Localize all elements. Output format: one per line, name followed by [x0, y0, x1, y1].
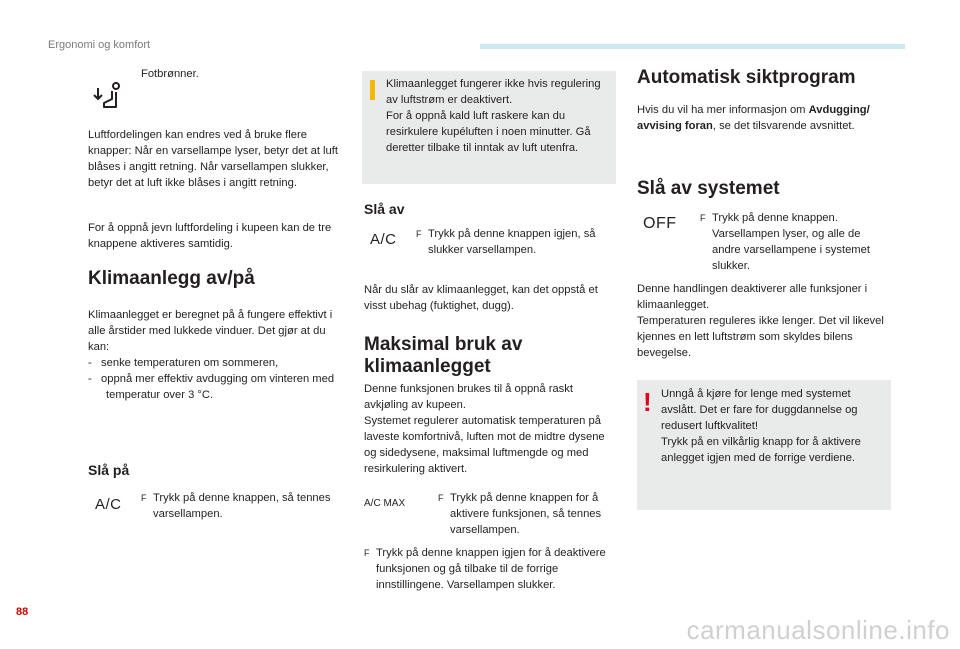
ac-max-button[interactable]: A/C MAX — [364, 498, 406, 509]
warning-text: Unngå å kjøre for lenge med systemet avslått. Det er fare for duggdannelse og redusert luftkvalitet! Trykk på en vilkårlig knapp for å aktivere anlegget igjen med de forrige verdiene. — [661, 388, 861, 464]
info-note — [362, 71, 616, 184]
benefit-list — [88, 355, 338, 403]
list-item: - senke temperaturen om sommeren, — [88, 357, 279, 369]
sla-av-instruction — [416, 226, 616, 258]
footwell-label: Fotbrønner. — [141, 68, 199, 80]
watermark: carmanualsonline.info — [686, 615, 950, 645]
warning-icon: ! — [643, 387, 652, 417]
paragraph-air-distribution: Luftfordelingen kan endres ved å bruke flere knapper: Når en varsellampe lyser, betyr det at luft blåses i angitt retning. Når varsellampen slukker, betyr det at luft ikke blåses i angitt retning. — [88, 129, 338, 189]
heading-automatisk: Automatisk siktprogram — [637, 67, 856, 88]
section-title: Ergonomi og komfort — [48, 39, 151, 51]
info-text: Klimaanlegget fungerer ikke hvis regulering av luftstrøm er deaktivert. For å oppnå kald luft raskere kan du resirkulere kupéluften i noen minutter. Gå deretter tilbake til inntak av luft utenfra. — [386, 78, 601, 154]
bullet-icon: F — [700, 213, 706, 223]
ac-button[interactable]: A/C — [95, 496, 122, 513]
paragraph-even-distribution: For å oppnå jevn luftfordeling i kupeen kan de tre knappene aktiveres samtidig. — [88, 222, 332, 250]
off-text: Trykk på denne knappen. Varsellampen lyser, og alle de andre varsellampene i systemet slukker. — [712, 212, 870, 272]
list-item: - oppnå mer effektiv avdugging om vinteren med temperatur over 3 °C. — [88, 373, 335, 401]
off-instruction — [700, 210, 890, 274]
maks-text-2: Trykk på denne knappen igjen for å deaktivere funksjonen og gå tilbake til de forrige innstillingene. Varsellampen slukker. — [376, 547, 606, 591]
paragraph-klimaanlegg-intro: Klimaanlegget er beregnet på å fungere effektivt i alle årstider med lukkede vinduer. Det gjør at du kan: — [88, 309, 333, 353]
paragraph-deaktiverer: Denne handlingen deaktiverer alle funksjoner i klimaanlegget. Temperaturen reguleres ikke lenger. Det vil likevel kjennes en lett luftstrøm som skyldes bilens bevegelse. — [637, 283, 884, 359]
maks-instruction-1 — [438, 490, 622, 538]
bullet-icon: F — [416, 229, 422, 239]
maks-instruction-2 — [364, 545, 618, 593]
header-rule — [480, 44, 905, 49]
page-number: 88 — [16, 606, 29, 618]
maks-text-1: Trykk på denne knappen for å aktivere funksjonen, så tennes varsellampen. — [450, 492, 602, 536]
heading-sla-pa: Slå på — [88, 462, 130, 478]
heading-sla-av-systemet: Slå av systemet — [637, 178, 780, 199]
heading-maksimal: Maksimal bruk av klimaanlegget — [364, 334, 523, 377]
heading-klimaanlegg: Klimaanlegg av/på — [88, 268, 255, 289]
paragraph-maksimal: Denne funksjonen brukes til å oppnå raskt avkjøling av kupeen. Systemet regulerer automatisk temperaturen på laveste komfortnivå, luften mot de midtre dysene og sidedysene, maksimal luftmengde og med resirkulering aktivert. — [364, 383, 605, 475]
footwell-icon — [90, 82, 124, 110]
bullet-icon: F — [141, 493, 147, 503]
off-button[interactable]: OFF — [643, 215, 677, 232]
sla-av-text: Trykk på denne knappen igjen, så slukker varsellampen. — [428, 228, 596, 256]
paragraph-after-off: Når du slår av klimaanlegget, kan det oppstå et visst ubehag (fuktighet, dugg). — [364, 284, 598, 312]
info-icon — [370, 80, 375, 100]
sla-pa-text: Trykk på denne knappen, så tennes varsellampen. — [153, 492, 331, 520]
ac-button[interactable]: A/C — [370, 231, 397, 248]
bullet-icon: F — [364, 548, 370, 558]
bullet-icon: F — [438, 493, 444, 503]
warning-note — [637, 380, 891, 510]
heading-sla-av: Slå av — [364, 201, 405, 217]
sla-pa-instruction — [141, 490, 341, 522]
paragraph-automatisk: Hvis du vil ha mer informasjon om Avdugging/ avvising foran, se det tilsvarende avsnittet. — [637, 104, 870, 132]
